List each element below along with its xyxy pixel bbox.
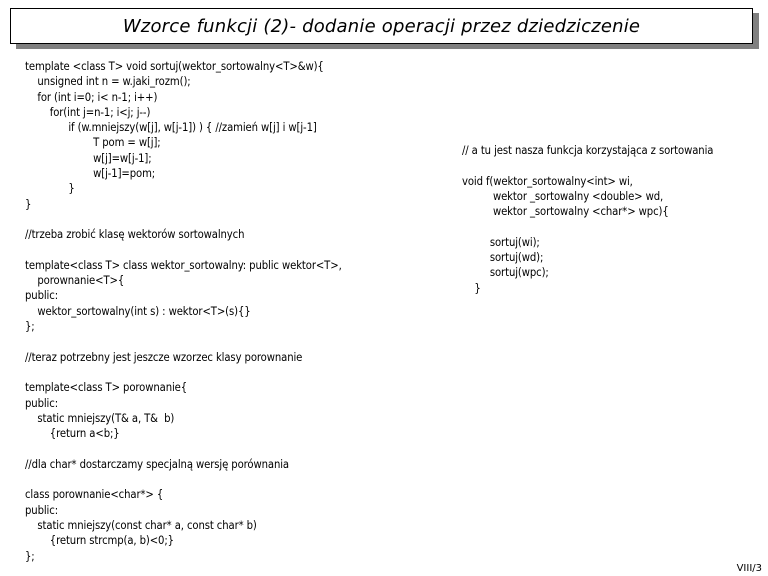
code-line: public:	[25, 396, 58, 410]
code-line: porownanie<T>{	[25, 274, 125, 288]
code-line	[25, 243, 342, 258]
right-code-block	[462, 143, 713, 296]
code-line: public:	[25, 289, 58, 303]
title-box	[10, 8, 753, 44]
code-line: };	[25, 320, 35, 334]
code-line: // a tu jest nasza funkcja korzystająca z sortowania	[462, 144, 714, 157]
code-line: wektor _sortowalny <char*> wpc){	[462, 205, 669, 219]
code-line: void f(wektor_sortowalny<int> wi,	[462, 174, 633, 188]
code-line: //trzeba zrobić klasę wektorów sortowalnych	[25, 228, 245, 242]
code-line: sortuj(wi);	[462, 235, 540, 249]
code-line	[462, 219, 713, 234]
code-line: //teraz potrzebny jest jeszcze wzorzec klasy porownanie	[25, 350, 303, 364]
code-line	[25, 212, 342, 227]
code-line: }	[25, 182, 75, 196]
code-line: static mniejszy(const char* a, const char* b)	[25, 518, 257, 532]
code-line: public:	[25, 503, 58, 517]
code-line: sortuj(wpc);	[462, 266, 549, 280]
code-line	[25, 441, 342, 456]
code-line	[462, 158, 713, 173]
code-line: sortuj(wd);	[462, 251, 544, 265]
code-line: }	[25, 197, 32, 211]
left-code-block	[25, 59, 342, 564]
code-line	[25, 472, 342, 487]
code-line: wektor_sortowalny(int s) : wektor<T>(s){}	[25, 304, 251, 318]
code-line: unsigned int n = w.jaki_rozm();	[25, 75, 191, 89]
code-line: for (int i=0; i< n-1; i++)	[25, 90, 158, 104]
code-line: T pom = w[j];	[25, 136, 161, 150]
code-line: //dla char* dostarczamy specjalną wersję porównania	[25, 457, 289, 471]
slide-title: Wzorce funkcji (2)- dodanie operacji przez dziedziczenie	[122, 15, 641, 37]
code-line: w[j]=w[j-1];	[25, 151, 152, 165]
code-line: template <class T> void sortuj(wektor_sortowalny<T>&w){	[25, 60, 324, 73]
code-line: class porownanie<char*> {	[25, 488, 164, 502]
code-line: if (w.mniejszy(w[j], w[j-1]) ) { //zamień w[j] i w[j-1]	[25, 121, 317, 135]
code-line: {return strcmp(a, b)<0;}	[25, 534, 174, 548]
code-line: static mniejszy(T& a, T& b)	[25, 411, 175, 425]
code-line: template<class T> porownanie{	[25, 381, 188, 395]
code-line	[25, 334, 342, 349]
code-line: for(int j=n-1; i<j; j--)	[25, 105, 151, 119]
code-line: {return a<b;}	[25, 427, 120, 441]
code-line: wektor _sortowalny <double> wd,	[462, 189, 664, 203]
code-line: };	[25, 549, 35, 563]
code-line	[25, 365, 342, 380]
code-line: w[j-1]=pom;	[25, 167, 156, 181]
code-line: template<class T> class wektor_sortowalny: public wektor<T>,	[25, 258, 342, 272]
page-number: VIII/3	[736, 563, 762, 574]
code-line: }	[462, 281, 481, 295]
